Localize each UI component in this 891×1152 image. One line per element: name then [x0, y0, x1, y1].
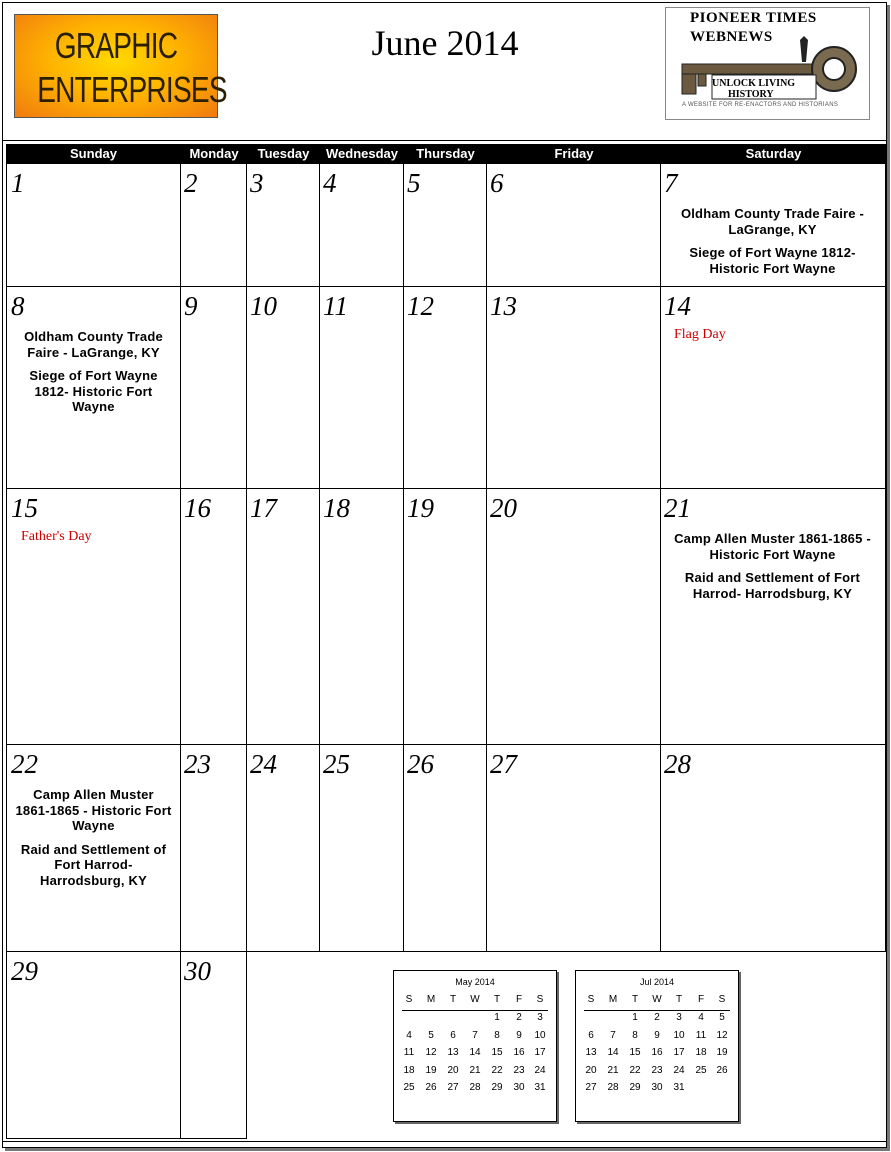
mini-day: 18 — [695, 1047, 707, 1059]
day-cell — [6, 164, 181, 287]
day-number: 8 — [11, 291, 25, 321]
mini-weekday-header: T — [493, 994, 501, 1005]
graphic-enterprises-logo — [14, 14, 227, 118]
mini-day: 14 — [607, 1047, 619, 1059]
day-cell — [246, 489, 320, 745]
mini-day: 10 — [534, 1029, 546, 1041]
mini-day: 4 — [698, 1012, 704, 1023]
day-number: 27 — [490, 749, 517, 779]
day-number: 30 — [184, 956, 211, 986]
mini-day: 26 — [425, 1082, 437, 1094]
mini-day: 6 — [450, 1029, 456, 1041]
mini-calendar-title: Jul 2014 — [639, 977, 675, 987]
weekday-tuesday: Tuesday — [257, 146, 310, 161]
mini-day: 2 — [516, 1012, 522, 1023]
event-list — [668, 206, 877, 284]
logo-right-line2: WEBNEWS — [690, 29, 773, 45]
weekday-header — [6, 144, 886, 164]
day-number: 7 — [664, 168, 678, 198]
day-cell — [246, 745, 320, 952]
mini-day: 9 — [654, 1029, 660, 1041]
mini-day: 1 — [494, 1012, 500, 1023]
mini-day: 28 — [607, 1082, 619, 1094]
day-cell — [403, 745, 487, 952]
mini-day: 24 — [534, 1064, 546, 1076]
day-cell — [246, 287, 320, 489]
mini-day: 29 — [629, 1082, 641, 1094]
day-number: 11 — [323, 291, 348, 321]
day-number: 3 — [250, 168, 264, 198]
day-number: 24 — [250, 749, 277, 779]
day-cell — [486, 745, 661, 952]
mini-day: 5 — [428, 1029, 434, 1041]
mini-day: 22 — [629, 1064, 641, 1076]
weekday-monday: Monday — [189, 146, 239, 161]
weekday-thursday: Thursday — [416, 146, 475, 161]
holiday-label: Flag Day — [674, 327, 726, 342]
mini-day: 1 — [632, 1012, 638, 1023]
day-number: 13 — [490, 291, 517, 321]
mini-day: 28 — [469, 1082, 481, 1094]
mini-day: 20 — [447, 1064, 459, 1076]
mini-weekday-header: S — [405, 994, 413, 1005]
mini-header-rule — [584, 1010, 730, 1011]
event-list — [668, 531, 877, 609]
day-number: 4 — [323, 168, 337, 198]
day-number: 28 — [664, 749, 691, 779]
mini-day: 9 — [516, 1029, 522, 1041]
day-cell — [660, 489, 886, 745]
event-item: Raid and Settlement of Fort Harrod- Harrodsburg, KY — [684, 570, 861, 601]
mini-day: 19 — [425, 1064, 437, 1076]
event-item: Raid and Settlement of Fort Harrod- Harrodsburg, KY — [20, 841, 167, 888]
weekday-sunday: Sunday — [70, 146, 117, 161]
day-cell — [319, 287, 404, 489]
mini-day: 31 — [534, 1082, 546, 1094]
bottom-divider — [3, 1141, 886, 1142]
mini-weekday-header: F — [515, 994, 523, 1005]
mini-day: 8 — [632, 1029, 638, 1041]
mini-day: 8 — [494, 1029, 500, 1041]
day-cell — [660, 745, 886, 952]
weekday-friday: Friday — [554, 146, 594, 161]
logo-left-line1: GRAPHIC — [54, 25, 178, 66]
day-number: 5 — [407, 168, 421, 198]
mini-weekday-header: T — [449, 994, 457, 1005]
mini-day: 18 — [403, 1064, 415, 1076]
logo-right-tagline: A WEBSITE FOR RE-ENACTORS AND HISTORIANS — [682, 102, 839, 108]
mini-day: 4 — [406, 1029, 412, 1041]
mini-weekday-header: W — [470, 994, 480, 1005]
mini-weekday-header: S — [587, 994, 595, 1005]
day-number: 12 — [407, 291, 434, 321]
mini-day: 17 — [673, 1047, 685, 1059]
event-item: Camp Allen Muster 1861-1865 - Historic Fort Wayne — [674, 531, 871, 562]
mini-header-rule — [402, 1010, 548, 1011]
mini-weekday-header: S — [718, 994, 726, 1005]
day-number: 17 — [250, 493, 277, 523]
mini-weekday-header: F — [697, 994, 705, 1005]
day-cell — [180, 952, 247, 1139]
day-cell — [486, 489, 661, 745]
mini-day: 29 — [491, 1082, 503, 1094]
day-number: 21 — [664, 493, 691, 523]
day-cell — [6, 287, 181, 489]
day-cell — [319, 489, 404, 745]
weekday-saturday: Saturday — [745, 146, 802, 161]
mini-calendar-title: May 2014 — [455, 977, 495, 987]
day-number: 15 — [11, 493, 38, 523]
mini-day: 13 — [585, 1047, 597, 1059]
top-divider — [3, 140, 886, 141]
event-list — [15, 329, 172, 423]
mini-day: 5 — [719, 1012, 725, 1023]
mini-day: 23 — [651, 1064, 663, 1076]
day-cell — [403, 164, 487, 287]
mini-day: 3 — [676, 1012, 682, 1023]
day-cell — [319, 164, 404, 287]
day-cell — [180, 287, 247, 489]
mini-day: 3 — [537, 1012, 543, 1023]
day-cell — [246, 164, 320, 287]
mini-day: 30 — [651, 1082, 663, 1094]
day-cell — [180, 164, 247, 287]
mini-day: 11 — [403, 1047, 415, 1059]
mini-day: 15 — [629, 1047, 641, 1059]
mini-day: 20 — [585, 1064, 597, 1076]
mini-weekday-header: M — [426, 994, 436, 1005]
mini-weekday-header: S — [536, 994, 544, 1005]
mini-day: 27 — [585, 1082, 597, 1094]
mini-calendar-next — [575, 970, 739, 1122]
day-cell — [6, 489, 181, 745]
day-cell — [403, 489, 487, 745]
mini-day: 30 — [513, 1082, 525, 1094]
day-number: 25 — [323, 749, 350, 779]
mini-day: 25 — [403, 1082, 415, 1094]
day-cell — [6, 952, 181, 1139]
event-item: Siege of Fort Wayne 1812- Historic Fort Wayne — [29, 368, 158, 414]
day-number: 6 — [490, 168, 504, 198]
day-cell — [6, 745, 181, 952]
mini-day: 23 — [513, 1064, 525, 1076]
mini-day: 14 — [469, 1047, 481, 1059]
event-list — [15, 787, 172, 896]
mini-day: 22 — [491, 1064, 503, 1076]
day-cell — [319, 745, 404, 952]
day-cell — [403, 287, 487, 489]
logo-left-line2: ENTERPRISES — [37, 69, 227, 110]
day-cell — [486, 164, 661, 287]
logo-right-line1: PIONEER TIMES — [690, 10, 817, 26]
event-item: Oldham County Trade Faire - LaGrange, KY — [24, 329, 163, 360]
mini-day: 11 — [695, 1029, 707, 1041]
day-number: 2 — [184, 168, 198, 198]
mini-day: 13 — [447, 1047, 459, 1059]
event-item: Siege of Fort Wayne 1812- Historic Fort Wayne — [689, 245, 856, 276]
day-number: 14 — [664, 291, 691, 321]
mini-day: 24 — [673, 1064, 685, 1076]
mini-day: 12 — [716, 1029, 728, 1041]
mini-day: 16 — [513, 1047, 525, 1059]
day-number: 10 — [250, 291, 277, 321]
mini-weekday-header: T — [631, 994, 639, 1005]
day-number: 20 — [490, 493, 517, 523]
page-title: June 2014 — [371, 23, 519, 63]
day-number: 29 — [11, 956, 38, 986]
mini-day: 31 — [673, 1082, 685, 1094]
mini-day: 10 — [673, 1029, 685, 1041]
weekday-wednesday: Wednesday — [325, 146, 398, 161]
mini-day: 27 — [447, 1082, 459, 1094]
day-number: 26 — [407, 749, 434, 779]
mini-day: 12 — [425, 1047, 437, 1059]
day-number: 23 — [184, 749, 211, 779]
mini-day: 7 — [610, 1029, 616, 1041]
mini-day: 6 — [588, 1029, 594, 1041]
logo-right-line3: UNLOCK LIVING — [712, 78, 796, 89]
mini-day: 16 — [651, 1047, 663, 1059]
day-number: 19 — [407, 493, 434, 523]
mini-day: 2 — [654, 1012, 660, 1023]
mini-weekday-header: W — [652, 994, 662, 1005]
day-number: 9 — [184, 291, 198, 321]
day-cell — [660, 164, 886, 287]
day-number: 16 — [184, 493, 211, 523]
event-item: Camp Allen Muster 1861-1865 - Historic Fort Wayne — [15, 787, 172, 833]
mini-day: 21 — [607, 1064, 619, 1076]
mini-day: 21 — [469, 1064, 481, 1076]
day-number: 18 — [323, 493, 350, 523]
day-cell — [660, 287, 886, 489]
mini-weekday-header: M — [608, 994, 618, 1005]
day-cell — [180, 745, 247, 952]
mini-day: 26 — [716, 1064, 728, 1076]
mini-calendar-prev — [393, 970, 557, 1122]
mini-day: 19 — [716, 1047, 728, 1059]
holiday-label: Father's Day — [21, 529, 92, 544]
day-number: 22 — [11, 749, 38, 779]
mini-day: 17 — [534, 1047, 546, 1059]
mini-day: 25 — [695, 1064, 707, 1076]
event-item: Oldham County Trade Faire - LaGrange, KY — [680, 206, 865, 237]
day-number: 1 — [11, 168, 25, 198]
mini-day: 15 — [491, 1047, 503, 1059]
logo-right-line4: HISTORY — [728, 89, 774, 100]
day-cell — [486, 287, 661, 489]
mini-weekday-header: T — [675, 994, 683, 1005]
mini-day: 7 — [472, 1029, 478, 1041]
day-cell — [180, 489, 247, 745]
pioneer-times-logo — [665, 7, 870, 120]
